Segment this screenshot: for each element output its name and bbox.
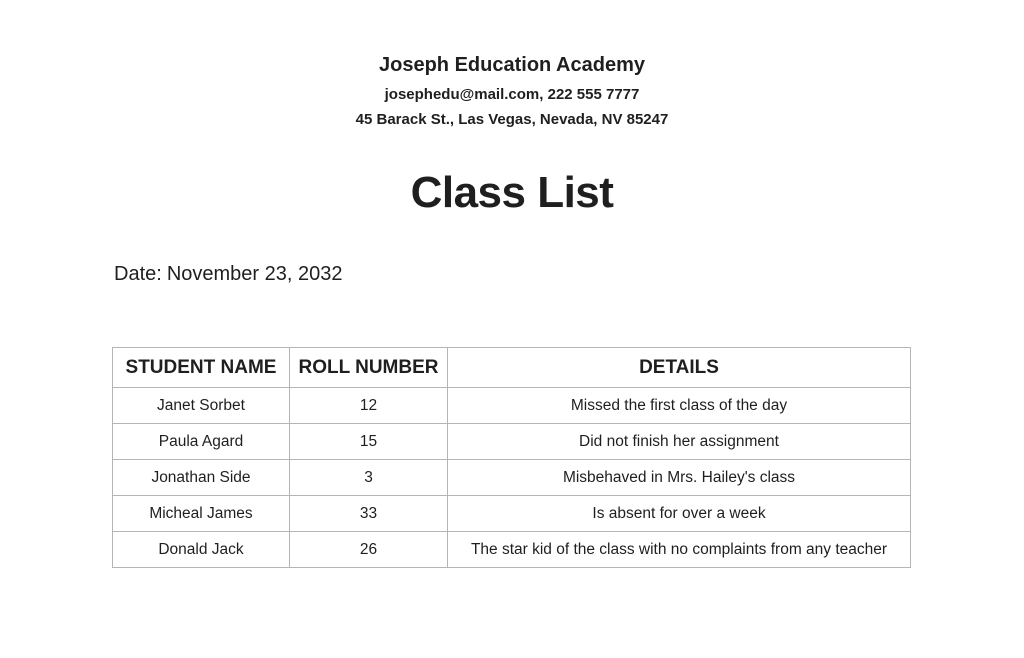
roll-number-cell: 26	[290, 532, 448, 568]
table-row	[113, 460, 911, 496]
student-name-cell: Jonathan Side	[113, 460, 290, 496]
details-cell: The star kid of the class with no complaints from any teacher	[448, 532, 911, 568]
column-header-student-name: STUDENT NAME	[113, 348, 290, 388]
organization-contact: josephedu@mail.com, 222 555 7777	[384, 86, 640, 103]
date-line	[114, 263, 342, 286]
class-list-table	[112, 347, 911, 568]
table-header-row	[113, 348, 911, 388]
table-row	[113, 532, 911, 568]
student-name-cell: Janet Sorbet	[113, 388, 290, 424]
column-header-details: DETAILS	[448, 348, 911, 388]
details-cell: Is absent for over a week	[448, 496, 911, 532]
roll-number-cell: 12	[290, 388, 448, 424]
organization-name: Joseph Education Academy	[379, 54, 645, 76]
document-title: Class List	[410, 168, 614, 217]
column-header-roll-number: ROLL NUMBER	[290, 348, 448, 388]
roll-number-cell: 15	[290, 424, 448, 460]
date-label: Date:	[114, 263, 162, 285]
roll-number-cell: 3	[290, 460, 448, 496]
organization-address: 45 Barack St., Las Vegas, Nevada, NV 85247	[355, 111, 669, 128]
details-cell: Did not finish her assignment	[448, 424, 911, 460]
student-name-cell: Micheal James	[113, 496, 290, 532]
table-row	[113, 388, 911, 424]
student-name-cell: Donald Jack	[113, 532, 290, 568]
table-row	[113, 424, 911, 460]
table-row	[113, 496, 911, 532]
details-cell: Missed the first class of the day	[448, 388, 911, 424]
student-name-cell: Paula Agard	[113, 424, 290, 460]
date-value: November 23, 2032	[166, 263, 343, 285]
details-cell: Misbehaved in Mrs. Hailey's class	[448, 460, 911, 496]
roll-number-cell: 33	[290, 496, 448, 532]
